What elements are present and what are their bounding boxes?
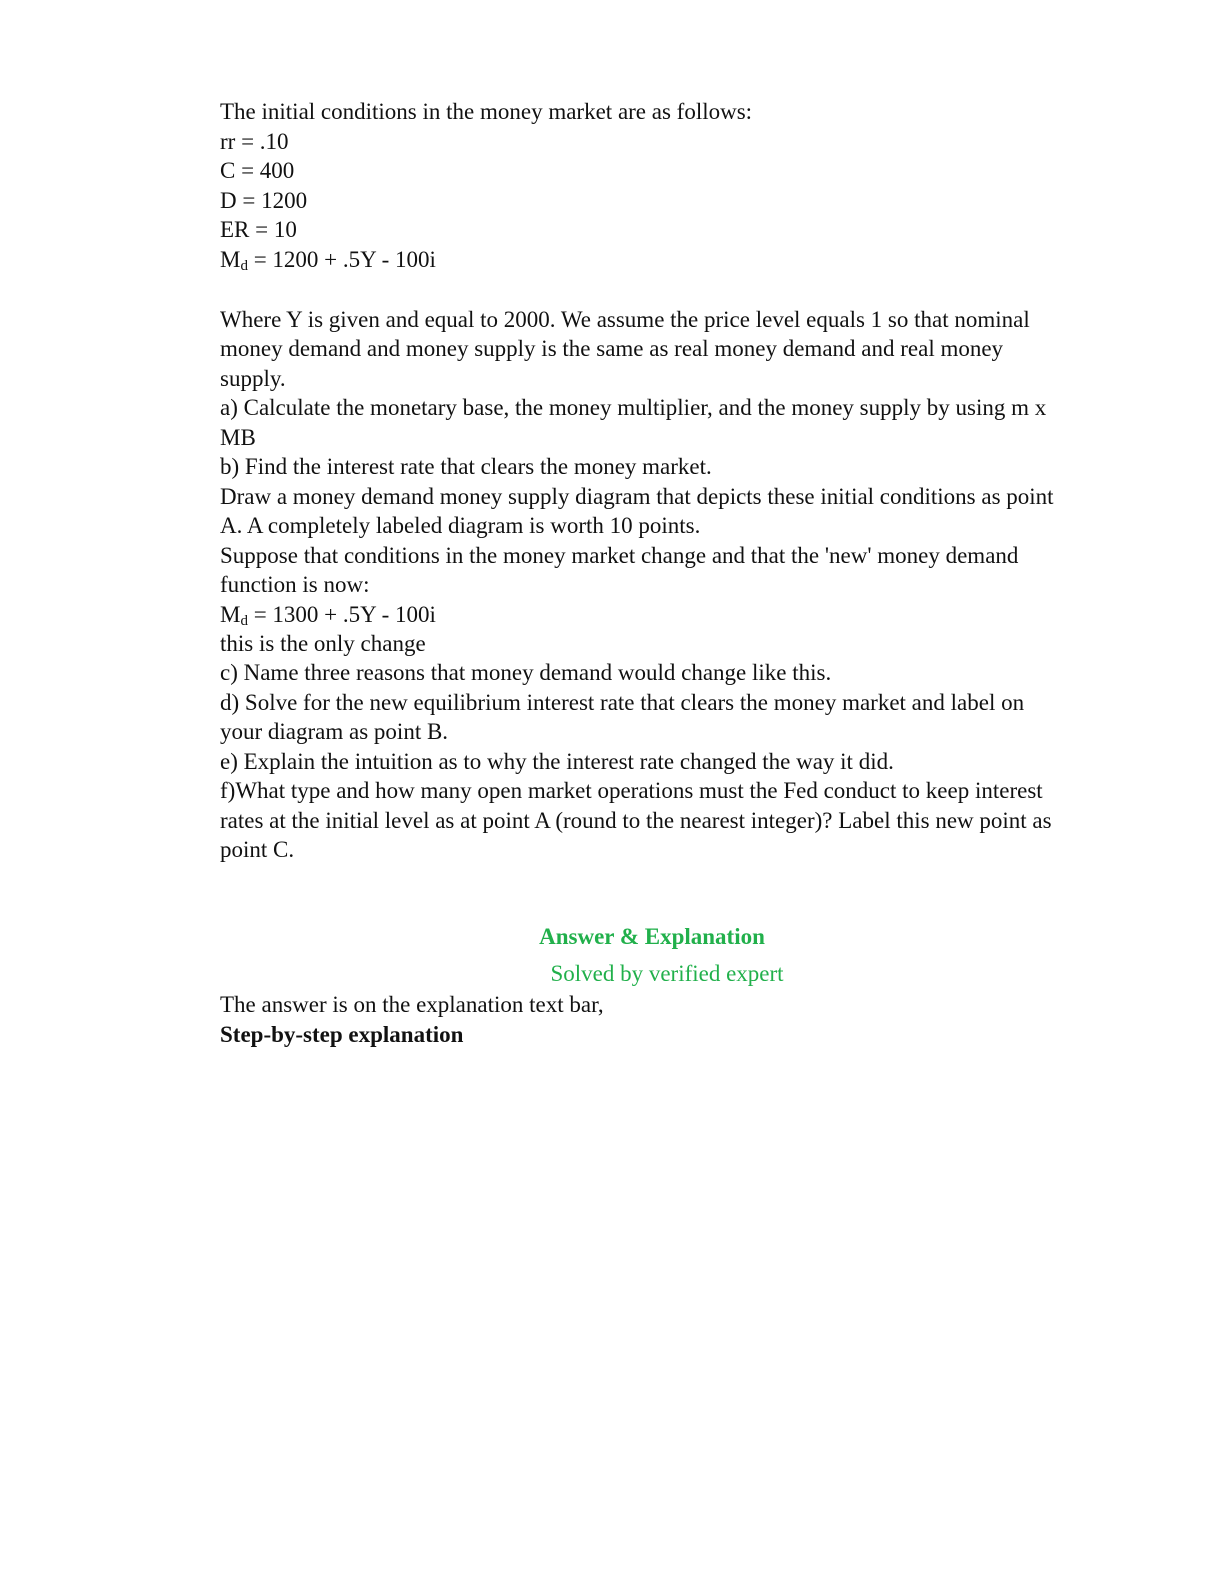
part-e: e) Explain the intuition as to why the interest rate changed the way it did. [220, 749, 894, 774]
d-line: D = 1200 [220, 188, 308, 213]
suppose-line-2: function is now: [220, 572, 370, 597]
part-a-line-2: MB [220, 425, 256, 450]
md-rest: = 1300 + .5Y - 100i [247, 602, 436, 627]
draw-line-1: Draw a money demand money supply diagram that depicts these initial conditions as point [220, 484, 1054, 509]
md-rest: = 1200 + .5Y - 100i [247, 247, 436, 272]
part-b: b) Find the interest rate that clears the money market. [220, 454, 712, 479]
part-f-line-2: rates at the initial level as at point A (round to the nearest integer)? Label this new point as [220, 808, 1052, 833]
c-line: C = 400 [220, 158, 295, 183]
er-line: ER = 10 [220, 217, 297, 242]
where-line-2: money demand and money supply is the same as real money demand and real money [220, 336, 1004, 361]
verified-expert-label: Solved by verified expert [550, 961, 784, 986]
answer-heading: Answer & Explanation [539, 924, 765, 949]
suppose-line-1: Suppose that conditions in the money market change and that the 'new' money demand [220, 543, 1019, 568]
md-prefix: M [220, 247, 241, 272]
part-f-line-3: point C. [220, 837, 295, 862]
part-a-line-1: a) Calculate the monetary base, the money multiplier, and the money supply by using m x [220, 395, 1047, 420]
money-demand-equation-1 [220, 245, 436, 278]
part-d-line-1: d) Solve for the new equilibrium interest rate that clears the money market and label on [220, 690, 1025, 715]
part-f-line-1: f)What type and how many open market operations must the Fed conduct to keep interest [220, 778, 1043, 803]
md-prefix: M [220, 602, 241, 627]
step-by-step-heading: Step-by-step explanation [220, 1022, 464, 1047]
part-d-line-2: your diagram as point B. [220, 719, 449, 744]
intro-text: The initial conditions in the money market are as follows: [220, 99, 753, 124]
only-change-line: this is the only change [220, 631, 426, 656]
where-line-3: supply. [220, 366, 286, 391]
md-subscript: d [240, 258, 248, 274]
answer-text: The answer is on the explanation text bar, [220, 992, 604, 1017]
part-c: c) Name three reasons that money demand would change like this. [220, 660, 832, 685]
md-subscript: d [240, 613, 248, 629]
where-line-1: Where Y is given and equal to 2000. We assume the price level equals 1 so that nominal [220, 307, 1030, 332]
draw-line-2: A. A completely labeled diagram is worth 10 points. [220, 513, 701, 538]
rr-line: rr = .10 [220, 129, 289, 154]
